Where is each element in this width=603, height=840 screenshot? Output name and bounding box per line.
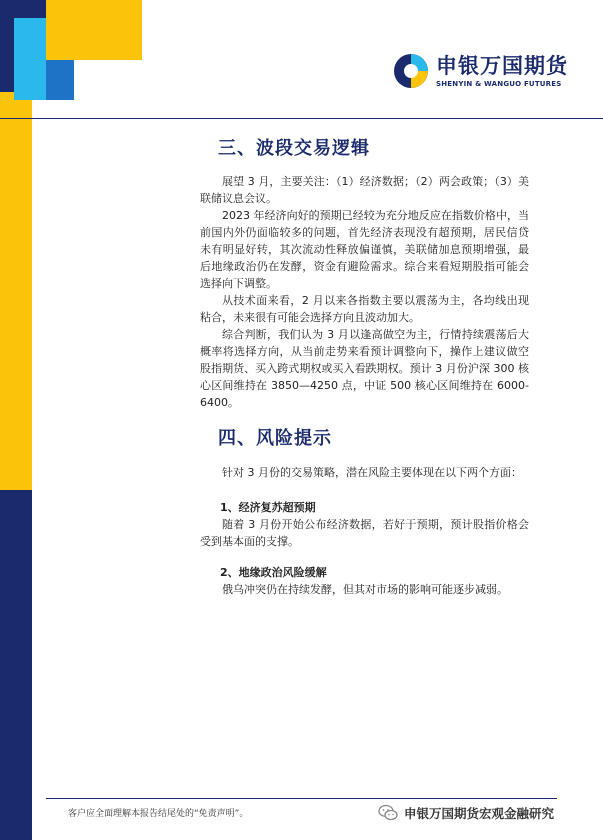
section-3-heading: 三、波段交易逻辑 bbox=[218, 138, 370, 159]
top-yellow-block bbox=[46, 0, 142, 60]
section-3-paragraph-2: 2023 年经济向好的预期已经较为充分地反应在指数价格中，当前国内外仍面临较多的问题，首先经济表现没有超预期，居民信贷未有明显好转，其次流动性释放偏谨慎，美联储加息预期增强，最后地缘政治仍在发酵，资金有避险需求。综合来看短期股指可能会选择向下调整。 bbox=[200, 209, 529, 290]
section-3-paragraph-4: 综合判断，我们认为 3 月以逢高做空为主，行情持续震荡后大概率将选择方向，从当前走势来看预计调整向下，操作上建议做空股指期货、买入跨式期权或买入看跌期权。预计 3 月份沪深 300 核心区间维持在 3850—4250 点，中证 500 核心区间维持在 6000-6400。 bbox=[200, 328, 529, 409]
risk-item-1-text: 随着 3 月份开始公布经济数据，若好于预期，预计股指价格会受到基本面的支撑。 bbox=[200, 518, 529, 548]
section-3-paragraph-1: 展望 3 月，主要关注：（1）经济数据；（2）两会政策；（3）美联储议息会议。 bbox=[200, 175, 529, 205]
section-4-heading: 四、风险提示 bbox=[218, 428, 332, 449]
footer-rule bbox=[46, 798, 557, 799]
logo-english-name: SHENYIN & WANGUO FUTURES bbox=[436, 79, 562, 88]
section-3-paragraph-3: 从技术面来看，2 月以来各指数主要以震荡为主，各均线出现粘合，未来很有可能会选择方向且波动加大。 bbox=[200, 294, 529, 324]
footer-brand bbox=[378, 804, 554, 822]
section-4-intro: 针对 3 月份的交易策略，潜在风险主要体现在以下两个方面： bbox=[222, 466, 522, 479]
risk-item-2-title: 2、地缘政治风险缓解 bbox=[220, 566, 327, 579]
header-rule bbox=[0, 118, 603, 119]
section-4 bbox=[200, 424, 529, 598]
footer-brand-text: 申银万国期货宏观金融研究 bbox=[404, 806, 555, 821]
wechat-icon bbox=[378, 804, 398, 822]
company-logo bbox=[392, 52, 568, 90]
risk-item-2-text: 俄乌冲突仍在持续发酵，但其对市场的影响可能逐步减弱。 bbox=[222, 583, 508, 596]
footer-disclaimer: 客户应全面理解本报告结尾处的“免责声明”。 bbox=[68, 809, 249, 819]
risk-item-1-title: 1、经济复苏超预期 bbox=[220, 501, 316, 514]
top-blue-strip bbox=[46, 60, 74, 100]
section-3 bbox=[200, 134, 529, 411]
logo-chinese-name: 申银万国期货 bbox=[436, 53, 568, 78]
logo-mark-icon bbox=[392, 52, 430, 90]
left-navy-bar bbox=[0, 490, 32, 840]
